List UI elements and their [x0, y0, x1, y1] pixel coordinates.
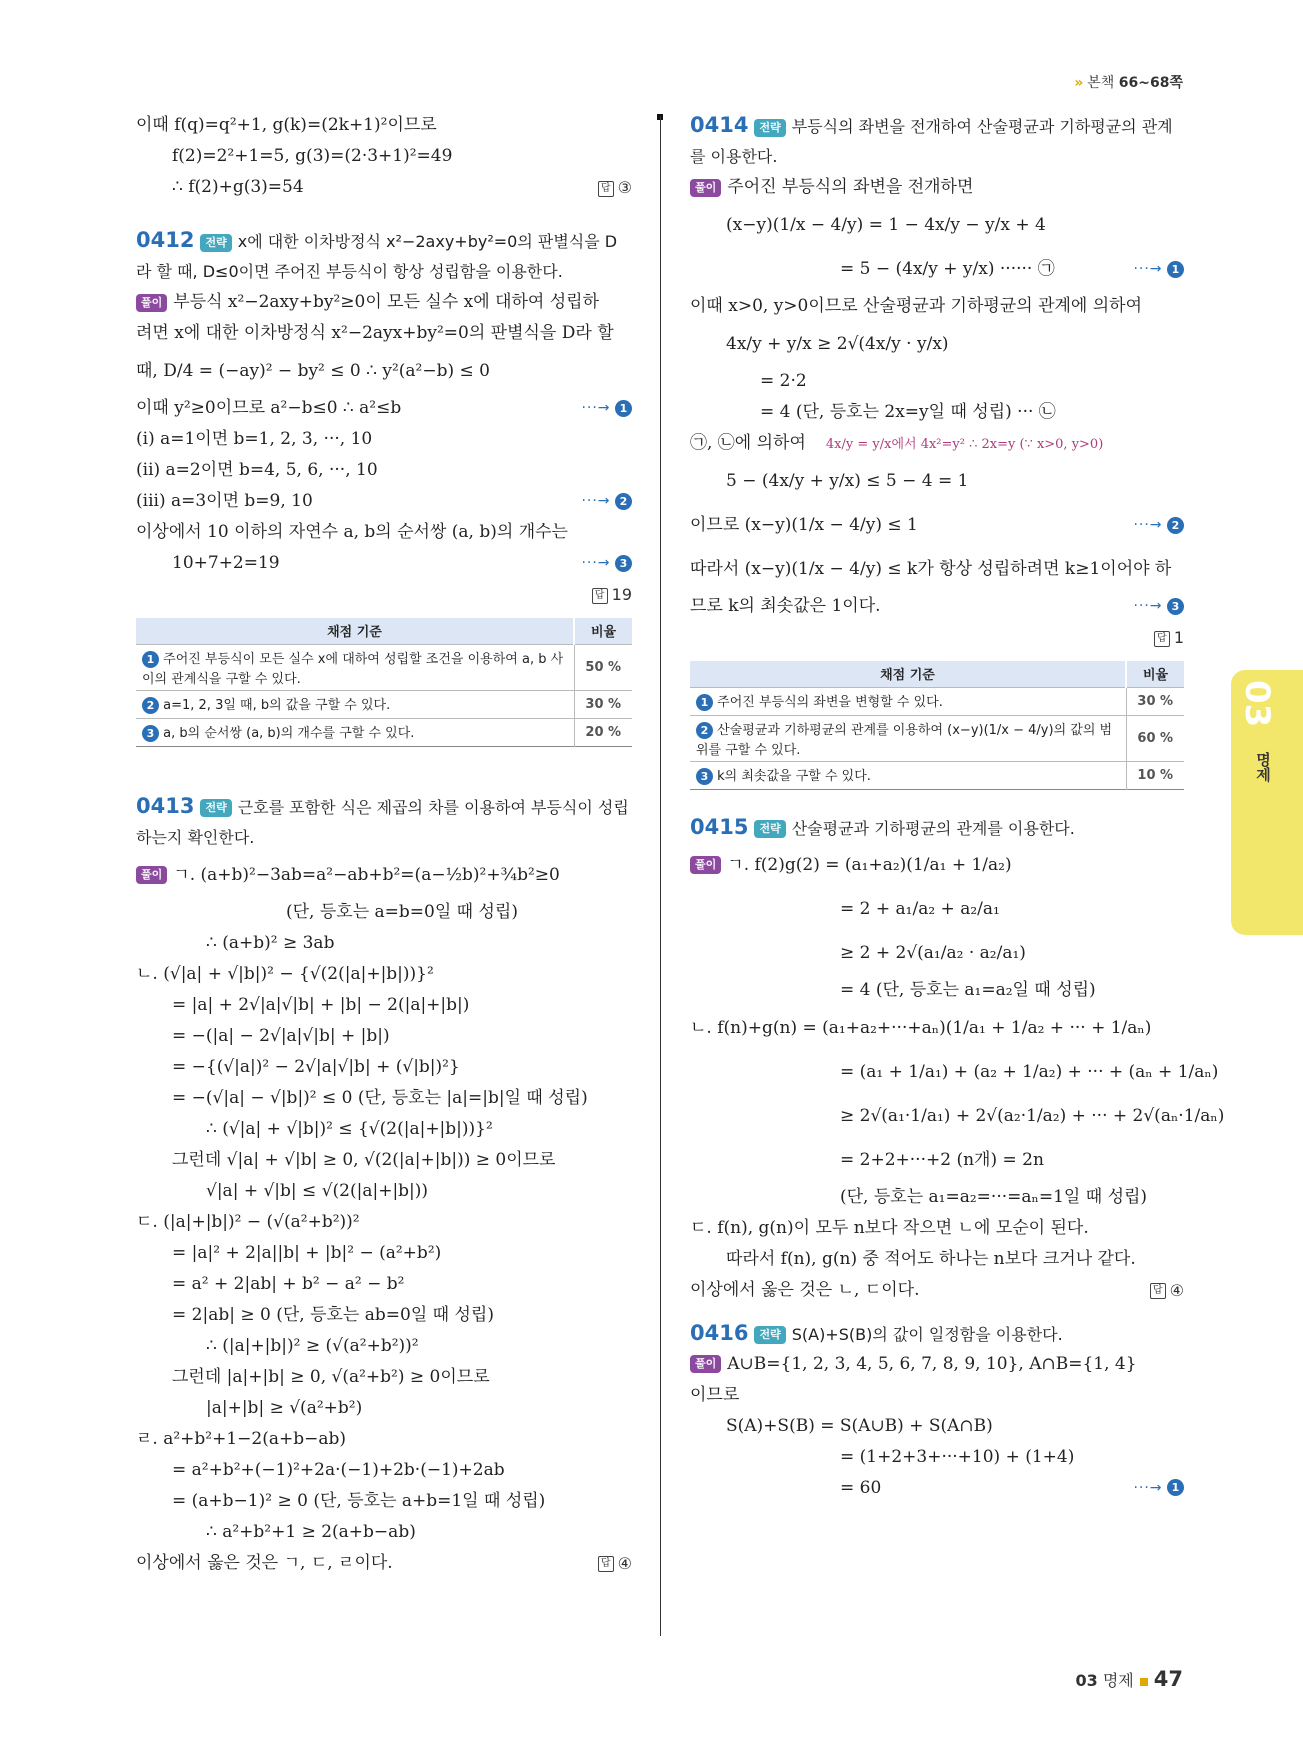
answer-value: ④: [617, 1553, 632, 1573]
table-row: [690, 687, 1184, 715]
criteria-text: a, b의 순서쌍 (a, b)의 개수를 구할 수 있다.: [163, 726, 415, 741]
step-number-icon: 1: [696, 694, 713, 711]
math-text: 이때 x>0, y>0이므로 산술평균과 기하평균의 관계에 의하여: [690, 296, 1142, 316]
math-text: A∪B={1, 2, 3, 4, 5, 6, 7, 8, 9, 10}, A∩B={1, 4}: [727, 1353, 1137, 1374]
solution-line: [690, 1094, 1225, 1138]
strategy-text: 라 할 때, D≤0이면 주어진 부등식이 항상 성립함을 이용한다.: [136, 262, 563, 281]
math-text: = 4 (단, 등호는 a₁=a₂일 때 성립): [840, 979, 1096, 1000]
math-text: = (a+b−1)² ≥ 0 (단, 등호는 a+b=1일 때 성립): [172, 1490, 546, 1511]
table-header-ratio: 비율: [1126, 661, 1184, 687]
step-marker: [581, 393, 632, 424]
solution-line: [690, 172, 1184, 203]
criteria-cell: [136, 644, 574, 690]
solution-lines: [136, 853, 632, 1579]
math-text: 따라서 f(n), g(n) 중 적어도 하나는 n보다 크거나 같다.: [726, 1248, 1136, 1269]
math-text: (단, 등호는 a=b=0일 때 성립): [286, 901, 518, 922]
solution-lines: [690, 172, 1184, 622]
footer-chapter-number: 03: [1075, 1671, 1098, 1690]
math-text: ≥ 2 + 2√(a₁/a₂ · a₂/a₁): [840, 942, 1026, 963]
grading-table: [136, 618, 632, 747]
right-column: [690, 110, 1225, 1504]
math-text: = |a| + 2√|a|√|b| + |b| − 2(|a|+|b|): [172, 994, 470, 1015]
math-text: = (1+2+3+···+10) + (1+4): [840, 1446, 1075, 1467]
step-number-icon: 1: [615, 400, 632, 417]
ratio-cell: 50 %: [574, 644, 632, 690]
solution-line: [690, 428, 1184, 459]
math-text: ∴ (|a|+|b|)² ≥ (√(a²+b²))²: [206, 1335, 419, 1356]
solution-line: [136, 1362, 632, 1393]
criteria-text: 산술평균과 기하평균의 관계를 이용하여 (x−y)(1/x − 4/y)의 값의 범위를 구할 수 있다.: [696, 722, 1113, 758]
math-text: 그런데 |a|+|b| ≥ 0, √(a²+b²) ≥ 0이므로: [172, 1366, 490, 1387]
criteria-cell: [136, 718, 574, 746]
math-text: (i) a=1이면 b=1, 2, 3, ···, 10: [136, 429, 373, 449]
math-text: 려면 x에 대한 이차방정식 x²−2ayx+by²=0의 판별식을 D라 할: [136, 323, 614, 343]
step-number-icon: 2: [615, 493, 632, 510]
arrow-icon: ···→: [581, 493, 611, 509]
solution-tag: 풀이: [690, 179, 721, 197]
strategy-text: S(A)+S(B)의 값이 일정함을 이용한다.: [791, 1324, 1063, 1344]
criteria-cell: [690, 687, 1126, 715]
chapter-tab-number: 03: [1237, 680, 1277, 728]
math-text: 이상에서 10 이하의 자연수 a, b의 순서쌍 (a, b)의 개수는: [136, 522, 568, 542]
answer-box-icon: 답: [598, 181, 614, 197]
math-text: = 60: [840, 1477, 882, 1498]
step-number-icon: 2: [1167, 517, 1184, 534]
answer-mark: [1150, 1275, 1184, 1306]
page-footer: [1075, 1667, 1183, 1691]
solution-line: [690, 1006, 1184, 1050]
math-text: (ii) a=2이면 b=4, 5, 6, ···, 10: [136, 460, 378, 480]
step-marker: [581, 486, 632, 517]
solution-line: [690, 931, 1184, 975]
problem-0413: [136, 791, 632, 1579]
answer-mark: [598, 1548, 632, 1579]
page-reference-label: 본책: [1087, 75, 1115, 91]
solution-line: [136, 897, 632, 928]
problem-number: 0412: [136, 228, 195, 252]
solution-line: [690, 887, 1184, 931]
strategy-tag: 전략: [754, 820, 785, 838]
math-text: 4x/y + y/x ≥ 2√(4x/y · y/x): [726, 334, 949, 354]
table-row: [136, 644, 632, 690]
solution-line: [136, 172, 632, 203]
solution-lines: [690, 1349, 1184, 1504]
solution-line: [136, 1517, 632, 1548]
solution-line: [690, 366, 1184, 397]
solution-line: [136, 1548, 632, 1579]
answer-value: 19: [611, 585, 632, 604]
answer-value: 1: [1173, 628, 1184, 647]
footer-square-icon: [1140, 1678, 1148, 1686]
arrow-icon: ···→: [581, 555, 611, 571]
solution-line: [136, 928, 632, 959]
step-marker: [581, 548, 632, 579]
criteria-text: a=1, 2, 3일 때, b의 값을 구할 수 있다.: [163, 698, 391, 713]
table-row: [690, 715, 1184, 761]
solution-line: [136, 517, 632, 548]
chapter-tab-label: 명제: [1254, 752, 1272, 782]
solution-tag: 풀이: [136, 294, 167, 312]
criteria-text: 주어진 부등식의 좌변을 변형할 수 있다.: [717, 695, 943, 710]
solution-tag: 풀이: [690, 856, 721, 874]
math-text: (단, 등호는 a₁=a₂=···=aₙ=1일 때 성립): [840, 1186, 1148, 1207]
criteria-cell: [690, 715, 1126, 761]
solution-line: [136, 990, 632, 1021]
double-chevron-icon: »: [1074, 75, 1084, 91]
math-text: √|a| + √|b| ≤ √(2(|a|+|b|)): [206, 1180, 429, 1201]
solution-line: [136, 548, 632, 579]
math-text: 이상에서 옳은 것은 ㄱ, ㄷ, ㄹ이다.: [136, 1552, 393, 1573]
strategy-tag: 전략: [200, 234, 231, 252]
step-number-icon: 1: [1167, 1479, 1184, 1496]
solution-line: [136, 853, 632, 897]
math-text: = 2 + a₁/a₂ + a₂/a₁: [840, 898, 1000, 919]
step-number-icon: 3: [615, 555, 632, 572]
solution-line: [136, 1269, 632, 1300]
solution-line: [136, 486, 632, 517]
solution-lines: [136, 287, 632, 579]
solution-line: [136, 1207, 632, 1238]
ratio-cell: 10 %: [1126, 761, 1184, 789]
solution-line: [136, 1145, 632, 1176]
solution-line: [136, 1455, 632, 1486]
solution-line: [136, 287, 632, 318]
math-text: 따라서 (x−y)(1/x − 4/y) ≤ k가 항상 성립하려면 k≥1이어야 하: [690, 559, 1172, 579]
math-text: = a²+b²+(−1)²+2a·(−1)+2b·(−1)+2ab: [172, 1459, 505, 1480]
math-text: 이므로 (x−y)(1/x − 4/y) ≤ 1: [690, 515, 918, 535]
solution-line: [690, 459, 1184, 503]
page-number: 47: [1153, 1667, 1183, 1691]
strategy-text: 근호를 포함한 식은 제곱의 차를 이용하여 부등식이 성립: [237, 797, 629, 817]
math-text: 10+7+2=19: [172, 553, 280, 573]
math-text: |a|+|b| ≥ √(a²+b²): [206, 1397, 363, 1418]
math-text: (x−y)(1/x − 4/y) = 1 − 4x/y − y/x + 4: [726, 215, 1046, 235]
math-text: 이므로: [690, 1384, 740, 1405]
math-text: 므로 k의 최솟값은 1이다.: [690, 596, 881, 616]
solution-line: [690, 291, 1184, 322]
left-column: [136, 110, 632, 1579]
solution-line: [136, 1176, 632, 1207]
solution-line: [136, 455, 632, 486]
math-text: = (a₁ + 1/a₁) + (a₂ + 1/a₂) + ··· + (aₙ + 1/aₙ): [840, 1061, 1219, 1082]
step-number-icon: 2: [696, 722, 713, 739]
solution-tag: 풀이: [136, 866, 167, 884]
solution-line: [690, 1244, 1184, 1275]
table-header-criteria: 채점 기준: [690, 661, 1126, 687]
solution-line: [136, 959, 632, 990]
page-reference-range: 66~68쪽: [1118, 75, 1183, 91]
ratio-cell: 30 %: [574, 690, 632, 718]
criteria-text: k의 최솟값을 구할 수 있다.: [717, 769, 871, 784]
table-row: [136, 690, 632, 718]
math-text: = 2+2+···+2 (n개) = 2n: [840, 1149, 1044, 1170]
criteria-text: 주어진 부등식이 모든 실수 x에 대하여 성립할 조건을 이용하여 a, b 사이의 관계식을 구할 수 있다.: [142, 651, 564, 687]
math-text: 그런데 √|a| + √|b| ≥ 0, √(2(|a|+|b|)) ≥ 0이므로: [172, 1149, 556, 1170]
math-text: ㄹ. a²+b²+1−2(a+b−ab): [136, 1428, 347, 1449]
problem-number: 0415: [690, 814, 749, 839]
math-text: ㄷ. (|a|+|b|)² − (√(a²+b²))²: [136, 1211, 360, 1232]
solution-line: [136, 110, 632, 141]
answer-mark: [1154, 622, 1184, 653]
table-header-criteria: 채점 기준: [136, 618, 574, 644]
solution-line: [690, 1411, 1184, 1442]
page-reference: [1074, 72, 1183, 92]
math-text: = 5 − (4x/y + y/x) ······ ㉠: [840, 259, 1055, 279]
math-text: = a² + 2|ab| + b² − a² − b²: [172, 1273, 405, 1294]
solution-line: [690, 547, 1184, 591]
math-text: ∴ f(2)+g(3)=54: [172, 177, 304, 197]
math-text: = −(|a| − 2√|a|√|b| + |b|): [172, 1025, 390, 1046]
table-row: [136, 718, 632, 746]
math-text: = 2·2: [760, 371, 807, 391]
solution-line: [690, 975, 1184, 1006]
solution-line: [690, 203, 1184, 247]
solution-tag: 풀이: [690, 1355, 721, 1373]
strategy-tag: 전략: [754, 119, 785, 137]
solution-line: [136, 1052, 632, 1083]
arrow-icon: ···→: [1133, 261, 1163, 277]
math-text: ㄱ. f(2)g(2) = (a₁+a₂)(1/a₁ + 1/a₂): [727, 854, 1012, 875]
answer-box-icon: 답: [598, 1556, 614, 1572]
solution-line: [136, 393, 632, 424]
solution-line: [690, 1050, 1219, 1094]
strategy-text: 산술평균과 기하평균의 관계를 이용한다.: [791, 818, 1075, 838]
arrow-icon: ···→: [1133, 1479, 1163, 1496]
solution-line: [136, 141, 632, 172]
step-number-icon: 1: [1167, 261, 1184, 278]
step-marker: [1133, 503, 1184, 547]
solution-line: [136, 1331, 632, 1362]
math-text: 이상에서 옳은 것은 ㄴ, ㄷ이다.: [690, 1279, 920, 1300]
solution-line: [690, 1138, 1184, 1182]
arrow-icon: ···→: [1133, 598, 1163, 614]
table-header-ratio: 비율: [574, 618, 632, 644]
footer-chapter-label: 명제: [1102, 1671, 1134, 1690]
solution-line: [136, 1300, 632, 1331]
math-text: ∴ a²+b²+1 ≥ 2(a+b−ab): [206, 1521, 416, 1542]
ratio-cell: 20 %: [574, 718, 632, 746]
problem-number: 0414: [690, 113, 749, 137]
strategy-text: x에 대한 이차방정식 x²−2axy+by²=0의 판별식을 D: [237, 232, 618, 251]
table-row: [690, 761, 1184, 789]
solution-line: [690, 591, 1184, 622]
ratio-cell: 30 %: [1126, 687, 1184, 715]
answer-value: ③: [617, 178, 632, 197]
solution-line: [690, 247, 1184, 291]
problem-0414: [690, 110, 1184, 790]
solution-line: [690, 1182, 1184, 1213]
solution-line: [136, 1424, 632, 1455]
grading-table: [690, 661, 1184, 790]
strategy-tag: 전략: [200, 799, 231, 817]
answer-mark: [598, 172, 632, 203]
strategy-text: 부등식의 좌변을 전개하여 산술평균과 기하평균의 관계: [791, 117, 1173, 136]
step-number-icon: 3: [696, 768, 713, 785]
problem-0412: [136, 225, 632, 747]
math-text: f(2)=2²+1=5, g(3)=(2·3+1)²=49: [172, 146, 453, 166]
solution-line: [690, 322, 1184, 366]
math-text: = 2|ab| ≥ 0 (단, 등호는 ab=0일 때 성립): [172, 1304, 494, 1325]
math-text: 5 − (4x/y + y/x) ≤ 5 − 4 = 1: [726, 471, 969, 491]
math-text: ㉠, ㉡에 의하여: [690, 433, 806, 453]
solution-line: [690, 1275, 1184, 1306]
math-text: 이때 f(q)=q²+1, g(k)=(2k+1)²이므로: [136, 115, 437, 135]
solution-line: [690, 503, 1184, 547]
math-text: ㄴ. (√|a| + √|b|)² − {√(2(|a|+|b|))}²: [136, 963, 434, 984]
solution-line: [690, 1349, 1184, 1380]
math-text: ≥ 2√(a₁·1/a₁) + 2√(a₂·1/a₂) + ··· + 2√(aₙ·1/aₙ): [840, 1105, 1225, 1126]
problem-0416: [690, 1318, 1184, 1504]
criteria-cell: [136, 690, 574, 718]
answer-mark: [592, 579, 632, 610]
solution-line: [690, 1380, 1184, 1411]
math-text: ㄷ. f(n), g(n)이 모두 n보다 작으면 ㄴ에 모순이 된다.: [690, 1217, 1089, 1238]
step-marker: [1133, 1473, 1184, 1504]
math-text: (iii) a=3이면 b=9, 10: [136, 491, 313, 511]
math-text: S(A)+S(B) = S(A∪B) + S(A∩B): [726, 1415, 993, 1436]
problem-number: 0413: [136, 793, 195, 818]
step-number-icon: 2: [142, 697, 159, 714]
math-text: 때, D/4 = (−ay)² − by² ≤ 0 ∴ y²(a²−b) ≤ 0: [136, 361, 490, 381]
solution-line: [136, 1393, 632, 1424]
ratio-cell: 60 %: [1126, 715, 1184, 761]
step-marker: [1133, 591, 1184, 622]
strategy-tag: 전략: [754, 1326, 785, 1344]
step-number-icon: 1: [142, 651, 159, 668]
math-text: ㄱ. (a+b)²−3ab=a²−ab+b²=(a−½b)²+¾b²≥0: [173, 864, 560, 885]
solution-line: [690, 1442, 1184, 1473]
problem-number: 0416: [690, 1320, 749, 1345]
answer-box-icon: 답: [1150, 1283, 1166, 1299]
math-text: = −{(√|a|)² − 2√|a|√|b| + (√|b|)²}: [172, 1056, 460, 1077]
math-text: = |a|² + 2|a||b| + |b|² − (a²+b²): [172, 1242, 442, 1263]
math-text: 이때 y²≥0이므로 a²−b≤0 ∴ a²≤b: [136, 398, 402, 418]
solution-lines: [690, 843, 1225, 1306]
answer-value: ④: [1169, 1280, 1184, 1300]
intro-block: [136, 110, 632, 203]
math-text: 부등식 x²−2axy+by²≥0이 모든 실수 x에 대하여 성립하: [173, 292, 599, 312]
column-divider: [660, 116, 661, 1636]
step-number-icon: 3: [142, 725, 159, 742]
solution-line: [690, 1213, 1184, 1244]
answer-box-icon: 답: [592, 588, 608, 604]
criteria-cell: [690, 761, 1126, 789]
problem-0415: [690, 812, 1225, 1306]
step-marker: [1133, 247, 1184, 291]
solution-line: [136, 1238, 632, 1269]
answer-box-icon: 답: [1154, 631, 1170, 647]
solution-line: [136, 349, 632, 393]
math-text: ∴ (√|a| + √|b|)² ≤ {√(2(|a|+|b|))}²: [206, 1118, 493, 1139]
solution-line: [690, 1473, 1184, 1504]
solution-line: [690, 397, 1184, 428]
arrow-icon: ···→: [1133, 517, 1163, 533]
step-number-icon: 3: [1167, 598, 1184, 615]
math-text: = 4 (단, 등호는 2x=y일 때 성립) ··· ㉡: [760, 402, 1056, 422]
math-text: 주어진 부등식의 좌변을 전개하면: [727, 177, 974, 197]
strategy-text: 하는지 확인한다.: [136, 827, 255, 847]
solution-line: [136, 1114, 632, 1145]
math-text: = −(√|a| − √|b|)² ≤ 0 (단, 등호는 |a|=|b|일 때 성립): [172, 1087, 588, 1108]
solution-line: [136, 1486, 632, 1517]
solution-line: [136, 1083, 632, 1114]
arrow-icon: ···→: [581, 400, 611, 416]
solution-line: [136, 1021, 632, 1052]
solution-line: [136, 424, 632, 455]
solution-line: [690, 843, 1184, 887]
solution-line: [136, 318, 632, 349]
strategy-text: 를 이용한다.: [690, 147, 778, 166]
math-text: ∴ (a+b)² ≥ 3ab: [206, 932, 335, 953]
side-note: 4x/y = y/x에서 4x²=y² ∴ 2x=y (∵ x>0, y>0): [825, 437, 1104, 452]
math-text: ㄴ. f(n)+g(n) = (a₁+a₂+···+aₙ)(1/a₁ + 1/a₂ + ··· + 1/aₙ): [690, 1017, 1152, 1038]
